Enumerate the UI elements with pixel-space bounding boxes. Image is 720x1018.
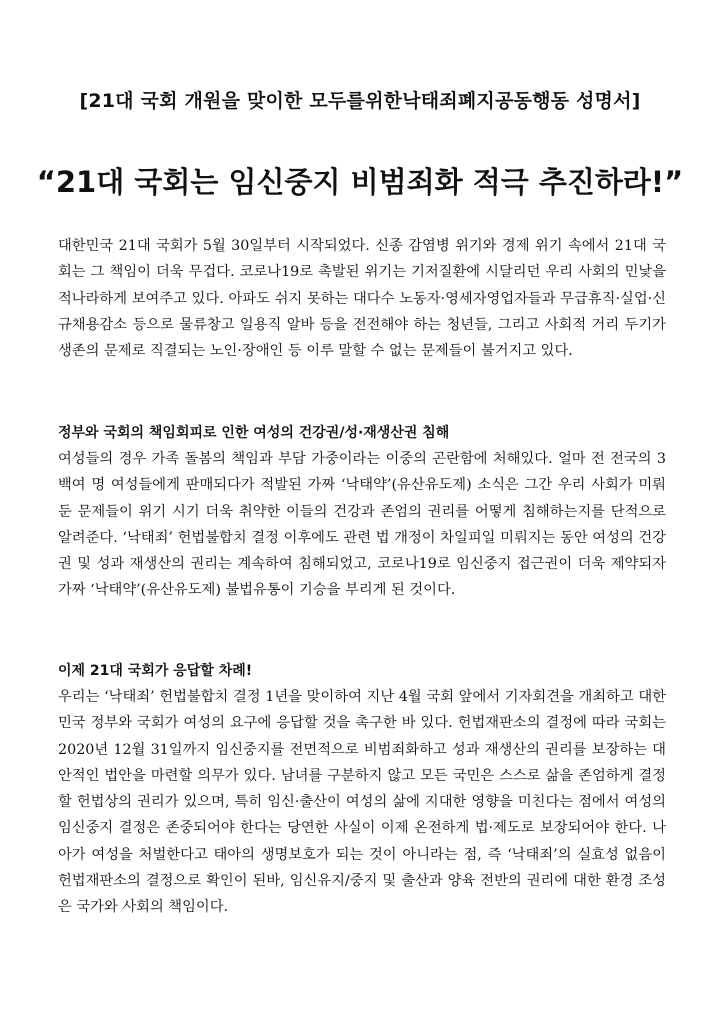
intro-paragraph: 대한민국 21대 국회가 5월 30일부터 시작되었다. 신종 감염병 위기와 경제 위기 속에서 21대 국회는 그 책임이 더욱 무겁다. 코로나19로 촉발된 위기는 기저질환에 시달리던 우리 사회의 민낯을 적나라하게 보여주고 있다. 아파도 쉬지 못하는 대다수 노동자·영세자영업자들과 무급휴직·실업·신규채용감소 등으로 물류창고 일용직 알바 등을 전전해야 하는 청년들, 그리고 사회적 거리 두기가 생존의 문제로 직결되는 노인·장애인 등 이루 말할 수 없는 문제들이 불거지고 있다.: [58, 238, 666, 360]
section-paragraph: 여성들의 경우 가족 돌봄의 책임과 부담 가중이라는 이중의 곤란함에 처해있다. 얼마 전 전국의 3백여 명 여성들에게 판매되다가 적발된 가짜 ‘낙태약’(유산유도제) 소식은 그간 우리 사회가 미뤄둔 문제들이 위기 시기 더욱 취약한 이들의 건강과 존엄의 권리를 어떻게 침해하는지를 단적으로 알려준다. ‘낙태죄’ 헌법불합치 결정 이후에도 관련 법 개정이 차일피일 미뤄지는 동안 여성의 건강권 및 성과 재생산의 권리는 계속하여 침해되었고, 코로나19로 임신중지 접근권이 더욱 제약되자 가짜 ‘낙태약’(유산유도제) 불법유통이 기승을 부리게 된 것이다.: [58, 451, 666, 599]
statement-main-title: “21대 국회는 임신중지 비범죄화 적극 추진하라!”: [36, 165, 684, 199]
section-paragraph: 우리는 ‘낙태죄’ 헌법불합치 결정 1년을 맞이하여 지난 4월 국회 앞에서 기자회견을 개최하고 대한민국 정부와 국회가 여성의 요구에 응답할 것을 촉구한 바 있다. 헌법재판소의 결정에 따라 국회는 2020년 12월 31일까지 임신중지를 전면적으로 비범죄화하고 성과 재생산의 권리를 보장하는 대안적인 법안을 마련할 의무가 있다. 남녀를 구분하지 않고 모든 국민은 스스로 삶을 존엄하게 결정할 헌법상의 권리가 있으며, 특히 임신·출산이 여성의 삶에 지대한 영향을 미친다는 점에서 여성의 임신중지 결정은 존중되어야 한다는 당연한 사실이 이제 온전하게 법·제도로 보장되어야 한다. 나아가 여성을 처벌한다고 태아의 생명보호가 되는 것이 아니라는 점, 즉 ‘낙태죄’의 실효성 없음이 헌법재판소의 결정으로 확인이 된바, 임신유지/중지 및 출산과 양육 전반의 권리에 대한 환경 조성은 국가와 사회의 책임이다.: [58, 689, 666, 916]
section-heading: 이제 21대 국회가 응답할 차례!: [58, 663, 253, 679]
statement-header-title: [21대 국회 개원을 맞이한 모두를위한낙태죄폐지공동행동 성명서]: [79, 90, 641, 112]
section-heading: 정부와 국회의 책임회피로 인한 여성의 건강권/성·재생산권 침해: [58, 425, 450, 441]
